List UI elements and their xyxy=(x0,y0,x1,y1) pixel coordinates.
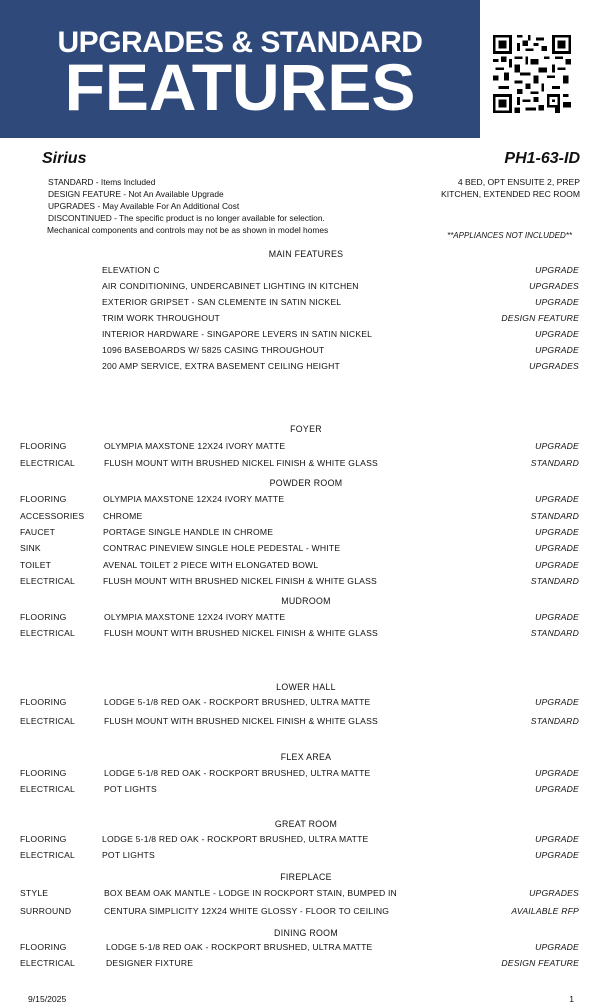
feature-status: DESIGN FEATURE xyxy=(501,313,579,323)
table-row xyxy=(0,697,612,709)
row-item: CONTRAC PINEVIEW SINGLE HOLE PEDESTAL - WHITE xyxy=(103,543,341,553)
row-status: UPGRADE xyxy=(535,441,579,451)
row-item: OLYMPIA MAXSTONE 12X24 IVORY MATTE xyxy=(104,441,286,451)
legend-mechanical-note: Mechanical components and controls may not be as shown in model homes xyxy=(47,225,329,235)
feature-item: 200 AMP SERVICE, EXTRA BASEMENT CEILING HEIGHT xyxy=(102,361,340,371)
row-category: ELECTRICAL xyxy=(20,628,76,638)
row-category: FLOORING xyxy=(20,942,67,952)
feature-row xyxy=(0,329,612,341)
feature-status: UPGRADE xyxy=(535,297,579,307)
row-category: ELECTRICAL xyxy=(20,458,76,468)
row-category: FLOORING xyxy=(20,697,67,707)
feature-item: AIR CONDITIONING, UNDERCABINET LIGHTING IN KITCHEN xyxy=(102,281,359,291)
row-item: LODGE 5-1/8 RED OAK - ROCKPORT BRUSHED, ULTRA MATTE xyxy=(104,768,371,778)
description-line: 4 BED, OPT ENSUITE 2, PREP xyxy=(457,177,580,187)
table-row xyxy=(0,784,612,796)
legend-standard: STANDARD - Items Included xyxy=(48,177,156,187)
row-status: UPGRADE xyxy=(535,543,579,553)
table-row xyxy=(0,850,612,862)
appliances-note: **APPLIANCES NOT INCLUDED** xyxy=(447,231,572,240)
row-category: FLOORING xyxy=(20,768,67,778)
row-category: ELECTRICAL xyxy=(20,850,76,860)
row-category: ELECTRICAL xyxy=(20,716,76,726)
row-item: FLUSH MOUNT WITH BRUSHED NICKEL FINISH & WHITE GLASS xyxy=(104,458,378,468)
row-status: STANDARD xyxy=(530,458,579,468)
table-row xyxy=(0,560,612,572)
row-item: FLUSH MOUNT WITH BRUSHED NICKEL FINISH & WHITE GLASS xyxy=(104,716,378,726)
row-status: UPGRADE xyxy=(535,494,579,504)
feature-status: UPGRADE xyxy=(535,329,579,339)
table-row xyxy=(0,543,612,555)
row-item: FLUSH MOUNT WITH BRUSHED NICKEL FINISH & WHITE GLASS xyxy=(104,628,378,638)
feature-item: TRIM WORK THROUGHOUT xyxy=(102,313,220,323)
row-item: CENTURA SIMPLICITY 12X24 WHITE GLOSSY - FLOOR TO CEILING xyxy=(104,906,390,916)
row-category: STYLE xyxy=(20,888,49,898)
feature-status: UPGRADES xyxy=(529,281,579,291)
row-item: PORTAGE SINGLE HANDLE IN CHROME xyxy=(103,527,274,537)
row-category: ELECTRICAL xyxy=(20,576,76,586)
section-title: LOWER HALL xyxy=(276,682,336,692)
section-title: FLEX AREA xyxy=(280,752,332,762)
page-number: 1 xyxy=(569,994,574,1004)
table-row xyxy=(0,628,612,640)
row-status: UPGRADE xyxy=(535,697,579,707)
row-status: UPGRADE xyxy=(535,942,579,952)
feature-status: UPGRADE xyxy=(535,265,579,275)
row-status: UPGRADES xyxy=(529,888,579,898)
row-category: ELECTRICAL xyxy=(20,784,76,794)
description-line: KITCHEN, EXTENDED REC ROOM xyxy=(441,189,580,199)
feature-item: INTERIOR HARDWARE - SINGAPORE LEVERS IN SATIN NICKEL xyxy=(102,329,373,339)
legend-upgrades: UPGRADES - May Available For An Additional Cost xyxy=(48,201,240,211)
table-row xyxy=(0,906,612,918)
row-status: UPGRADE xyxy=(535,612,579,622)
row-item: DESIGNER FIXTURE xyxy=(106,958,194,968)
row-status: DESIGN FEATURE xyxy=(501,958,579,968)
section-title: FOYER xyxy=(290,424,322,434)
row-item: CHROME xyxy=(103,511,143,521)
row-status: STANDARD xyxy=(530,716,579,726)
row-status: UPGRADE xyxy=(535,560,579,570)
home-description xyxy=(380,176,580,200)
section-title: MUDROOM xyxy=(281,596,331,606)
row-status: STANDARD xyxy=(530,628,579,638)
table-row xyxy=(0,527,612,539)
table-row xyxy=(0,768,612,780)
row-item: POT LIGHTS xyxy=(102,850,155,860)
row-category: SURROUND xyxy=(20,906,72,916)
table-row xyxy=(0,942,612,954)
row-item: LODGE 5-1/8 RED OAK - ROCKPORT BRUSHED, ULTRA MATTE xyxy=(106,942,373,952)
row-category: ELECTRICAL xyxy=(20,958,76,968)
table-row xyxy=(0,888,612,900)
feature-row xyxy=(0,313,612,325)
feature-item: EXTERIOR GRIPSET - SAN CLEMENTE IN SATIN NICKEL xyxy=(102,297,342,307)
feature-item: ELEVATION C xyxy=(102,265,160,275)
row-category: FLOORING xyxy=(20,834,67,844)
table-row xyxy=(0,511,612,523)
feature-row xyxy=(0,297,612,309)
feature-row xyxy=(0,281,612,293)
row-status: UPGRADE xyxy=(535,834,579,844)
row-category: FLOORING xyxy=(20,612,67,622)
row-category: FLOORING xyxy=(20,494,67,504)
row-item: FLUSH MOUNT WITH BRUSHED NICKEL FINISH & WHITE GLASS xyxy=(103,576,377,586)
feature-row xyxy=(0,265,612,277)
qr-code-icon xyxy=(493,35,571,113)
title-line-1: UPGRADES & STANDARD xyxy=(57,26,423,59)
table-row xyxy=(0,441,612,453)
section-title: DINING ROOM xyxy=(274,928,338,938)
section-title: GREAT ROOM xyxy=(274,819,338,829)
table-row xyxy=(0,494,612,506)
title-banner xyxy=(0,0,480,138)
feature-status: UPGRADE xyxy=(535,345,579,355)
row-status: STANDARD xyxy=(530,576,579,586)
row-status: UPGRADE xyxy=(535,850,579,860)
row-item: OLYMPIA MAXSTONE 12X24 IVORY MATTE xyxy=(104,612,286,622)
row-status: UPGRADE xyxy=(535,784,579,794)
legend-discontinued: DISCONTINUED - The specific product is no longer available for selection. xyxy=(48,213,325,223)
feature-status: UPGRADES xyxy=(529,361,579,371)
row-category: TOILET xyxy=(20,560,52,570)
row-item: AVENAL TOILET 2 PIECE WITH ELONGATED BOWL xyxy=(103,560,319,570)
row-status: UPGRADE xyxy=(535,768,579,778)
row-category: FLOORING xyxy=(20,441,67,451)
section-title: FIREPLACE xyxy=(280,872,332,882)
title-line-2: FEATURES xyxy=(64,50,416,124)
row-category: FAUCET xyxy=(20,527,56,537)
feature-row xyxy=(0,361,612,373)
table-row xyxy=(0,458,612,470)
row-item: LODGE 5-1/8 RED OAK - ROCKPORT BRUSHED, ULTRA MATTE xyxy=(104,697,371,707)
table-row xyxy=(0,834,612,846)
row-item: OLYMPIA MAXSTONE 12X24 IVORY MATTE xyxy=(103,494,285,504)
legend xyxy=(48,176,328,236)
lot-code: PH1-63-ID xyxy=(504,150,580,167)
model-name: Sirius xyxy=(42,150,87,167)
row-status: STANDARD xyxy=(530,511,579,521)
section-title: POWDER ROOM xyxy=(269,478,343,488)
row-category: ACCESSORIES xyxy=(20,511,85,521)
feature-row xyxy=(0,345,612,357)
table-row xyxy=(0,612,612,624)
table-row xyxy=(0,958,612,970)
feature-item: 1096 BASEBOARDS W/ 5825 CASING THROUGHOUT xyxy=(102,345,325,355)
row-status: AVAILABLE RFP xyxy=(511,906,579,916)
row-item: BOX BEAM OAK MANTLE - LODGE IN ROCKPORT STAIN, BUMPED IN xyxy=(104,888,397,898)
row-item: POT LIGHTS xyxy=(104,784,157,794)
row-category: SINK xyxy=(20,543,41,553)
table-row xyxy=(0,576,612,588)
footer-date: 9/15/2025 xyxy=(28,994,67,1004)
row-item: LODGE 5-1/8 RED OAK - ROCKPORT BRUSHED, ULTRA MATTE xyxy=(102,834,369,844)
row-status: UPGRADE xyxy=(535,527,579,537)
section-title-main-features: MAIN FEATURES xyxy=(268,249,344,259)
table-row xyxy=(0,716,612,728)
legend-design-feature: DESIGN FEATURE - Not An Available Upgrade xyxy=(48,189,224,199)
